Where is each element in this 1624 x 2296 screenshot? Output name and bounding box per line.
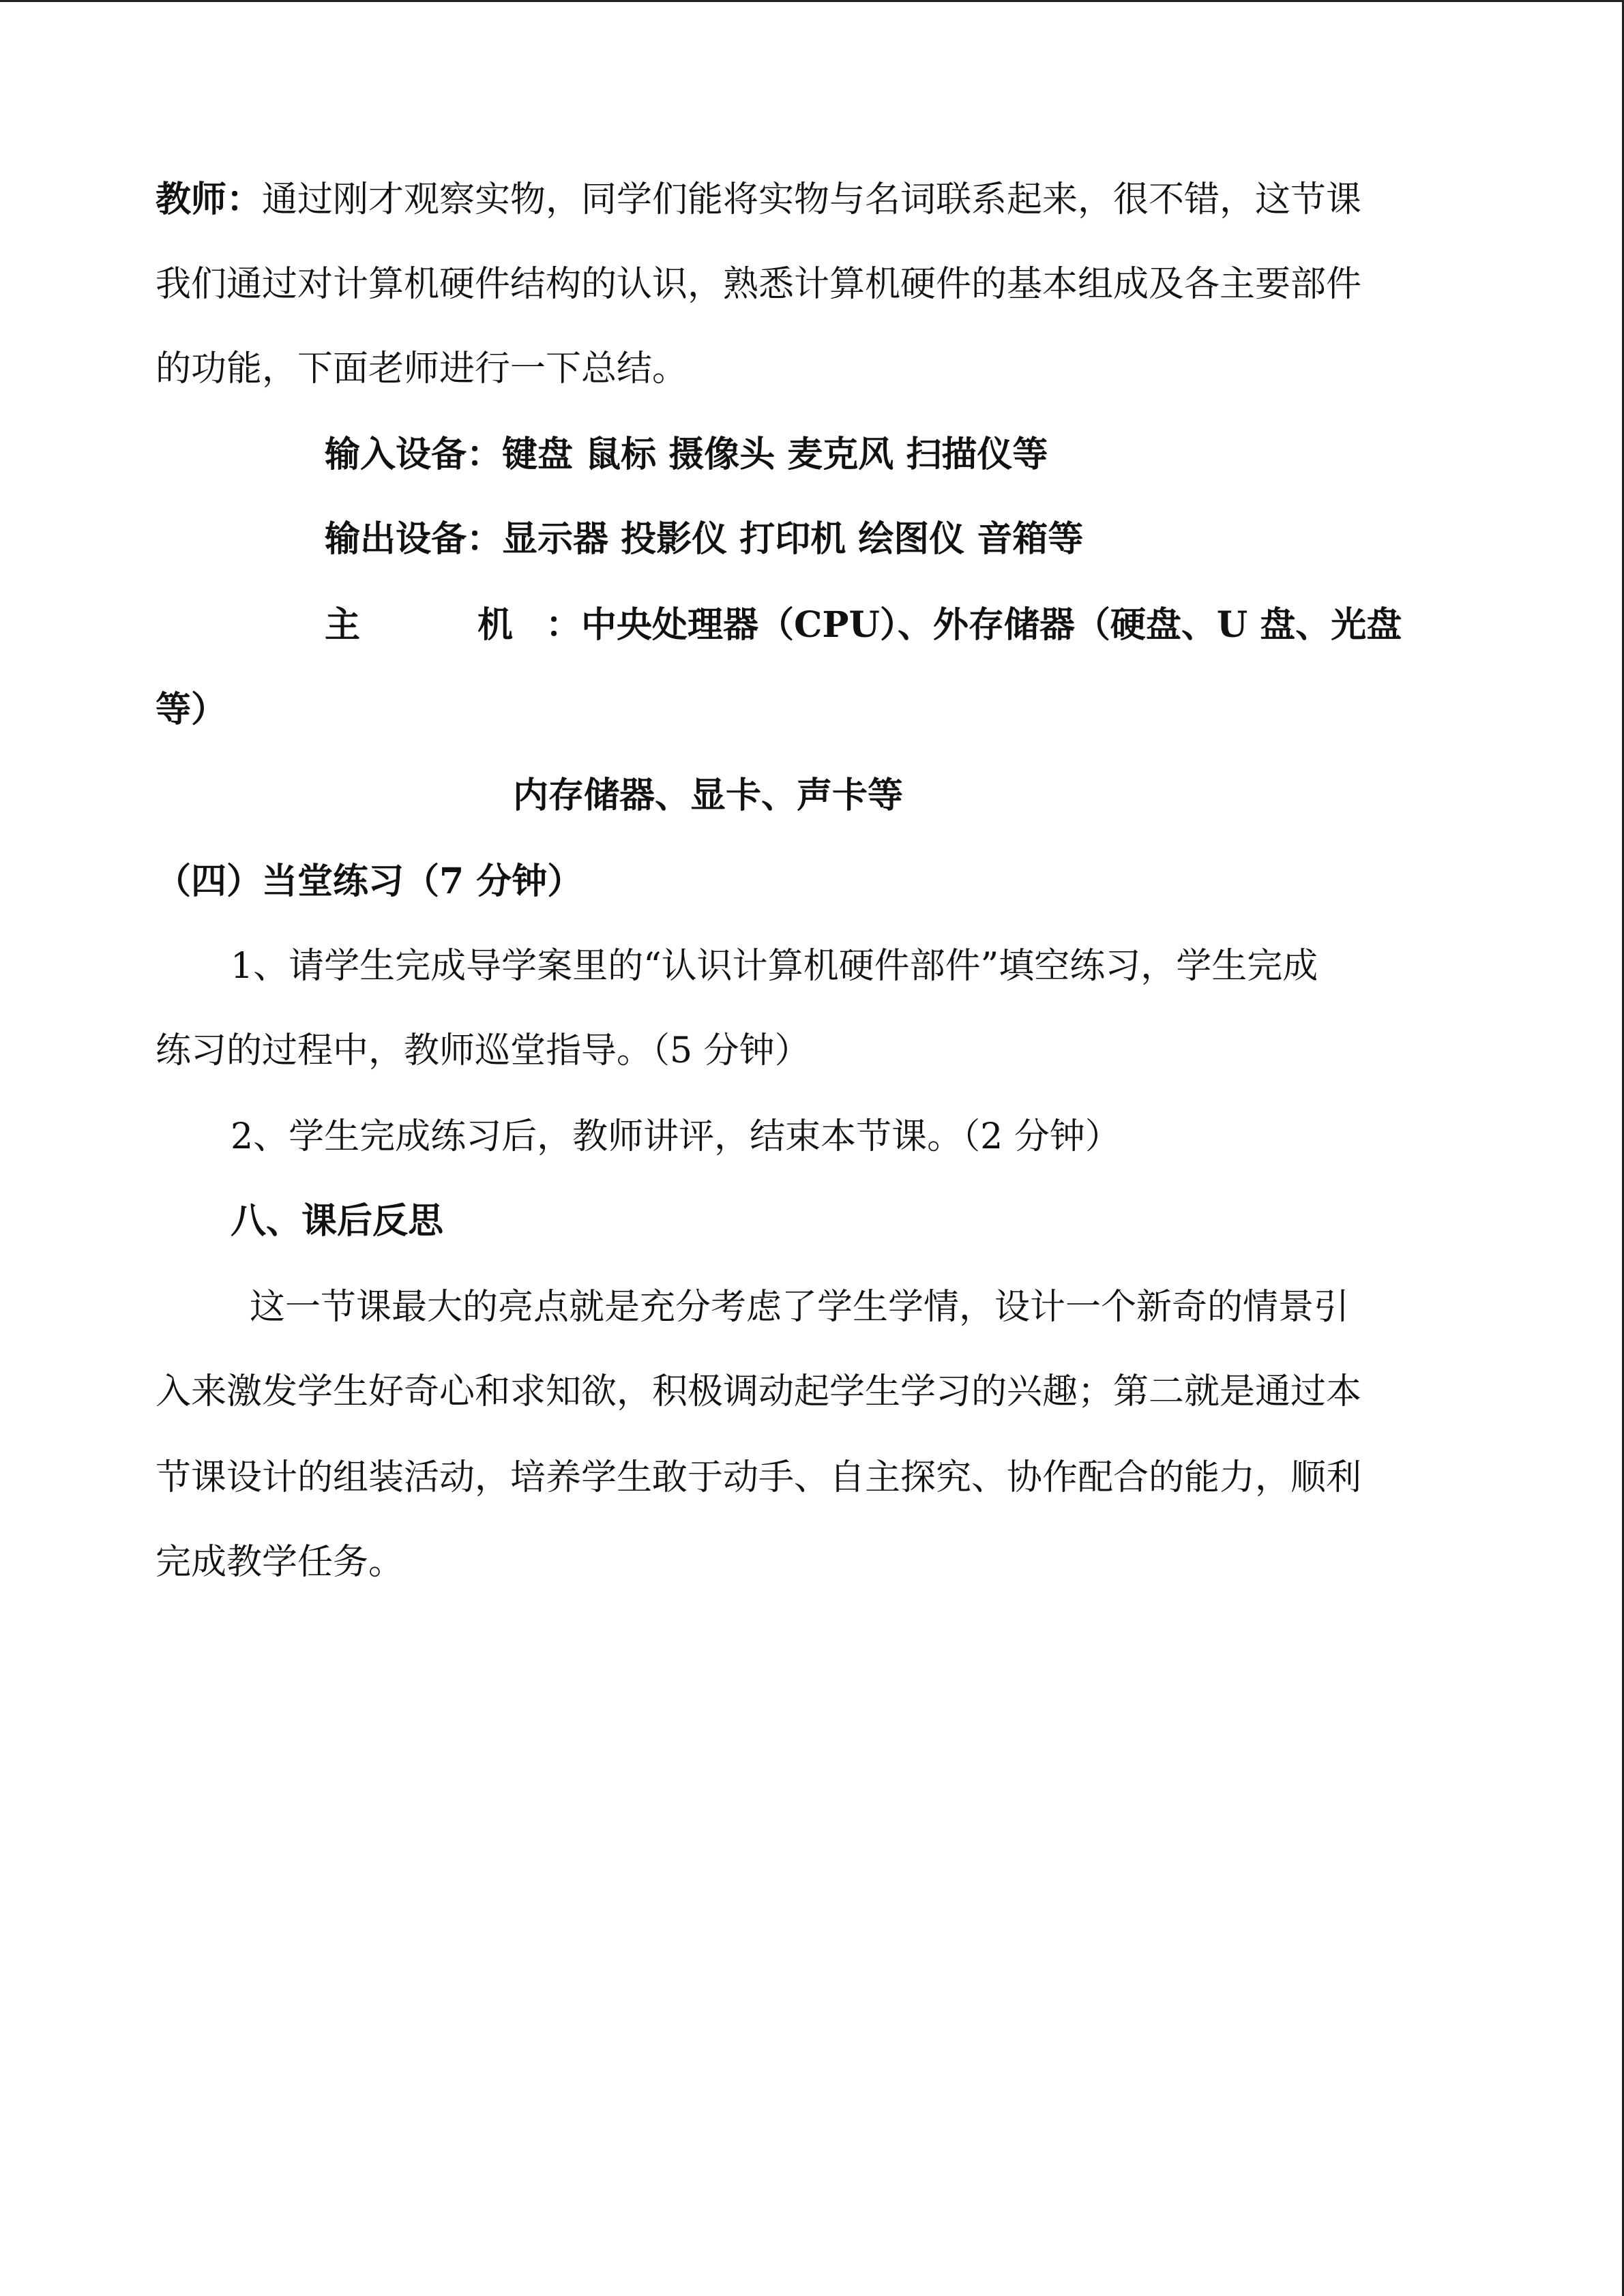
teacher-paragraph-line-1 <box>156 178 1361 222</box>
practice-item-1-line-1: 1、请学生完成导学案里的“认识计算机硬件部件”填空练习，学生完成 <box>231 946 1318 987</box>
host-line-1: ：中央处理器（CPU）、外存储器（硬盘、U 盘、光盘 <box>546 604 1402 646</box>
host-label-b: 机 <box>477 604 514 646</box>
speaker-label: 教师： <box>156 179 263 220</box>
host-label-a: 主 <box>325 604 361 646</box>
reflection-line-1: 这一节课最大的亮点就是充分考虑了学生学情，设计一个新奇的情景引 <box>250 1287 1350 1328</box>
reflection-line-2: 入来激发学生好奇心和求知欲，积极调动起学生学习的兴趣；第二就是通过本 <box>156 1371 1362 1412</box>
teacher-paragraph-line-3: 的功能，下面老师进行一下总结。 <box>156 348 688 389</box>
reflection-heading: 八、课后反思 <box>231 1200 444 1242</box>
host-line-2: 等） <box>156 689 227 730</box>
teacher-paragraph-line-2: 我们通过对计算机硬件结构的认识，熟悉计算机硬件的基本组成及各主要部件 <box>156 264 1362 305</box>
practice-item-1-line-2: 练习的过程中，教师巡堂指导。（5 分钟） <box>156 1030 810 1071</box>
reflection-line-3: 节课设计的组装活动，培养学生敢于动手、自主探究、协作配合的能力，顺利 <box>156 1457 1362 1498</box>
reflection-line-4: 完成教学任务。 <box>156 1542 404 1583</box>
input-devices-line: 输入设备：键盘 鼠标 摄像头 麦克风 扫描仪等 <box>325 434 1048 475</box>
teacher-text-1: 通过刚才观察实物，同学们能将实物与名词联系起来，很不错，这节课 <box>262 179 1362 220</box>
practice-item-2: 2、学生完成练习后，教师讲评，结束本节课。（2 分钟） <box>231 1116 1121 1157</box>
output-devices-line: 输出设备：显示器 投影仪 打印机 绘图仪 音箱等 <box>325 518 1084 560</box>
practice-heading: （四）当堂练习（7 分钟） <box>156 861 583 902</box>
host-line-3: 内存储器、显卡、声卡等 <box>513 775 904 816</box>
